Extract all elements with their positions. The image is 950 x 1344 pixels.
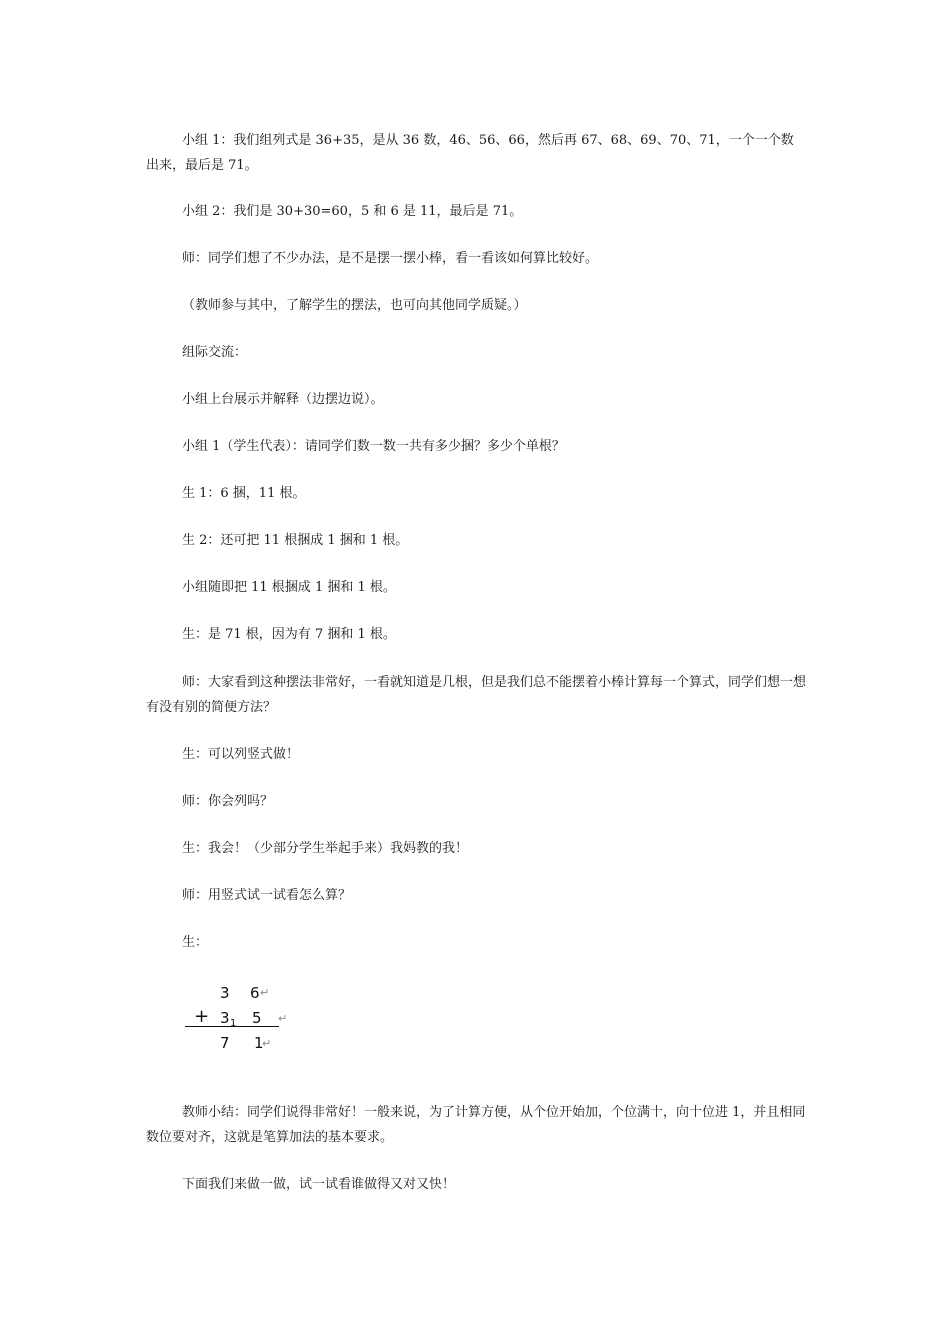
paragraph-teacher-question: 师：大家看到这种摆法非常好，一看就知道是几根，但是我们总不能摆着小棒计算每一个算式，同学们想一想有没有别的简便方法？ xyxy=(146,675,807,715)
row2-ones-digit: 5 xyxy=(252,1009,262,1027)
vertical-addition xyxy=(182,982,302,1057)
return-mark-icon: ↵ xyxy=(260,986,270,999)
paragraph-teacher-ask: 师：你会列吗？ xyxy=(182,794,274,809)
row1-ones-digit: 6 xyxy=(250,984,260,1002)
paragraph-group1-question: 小组 1（学生代表）：请同学们数一数一共有多少捆？多少个单根？ xyxy=(182,439,565,454)
paragraph-group-presentation: 小组上台展示并解释（边摆边说）。 xyxy=(182,392,384,407)
row2-tens-digit: 3 xyxy=(220,1009,230,1027)
paragraph-group2-method: 小组 2：我们是 30+30=60，5 和 6 是 11，最后是 71。 xyxy=(182,204,523,219)
paragraph-student-vertical: 生：可以列竖式做！ xyxy=(182,747,300,762)
return-mark-icon: ↵ xyxy=(278,1012,288,1025)
result-ones-digit: 1 xyxy=(254,1034,264,1052)
carry-digit: 1 xyxy=(230,1018,237,1029)
paragraph-student1-answer: 生 1：6 捆，11 根。 xyxy=(182,486,306,501)
return-mark-icon: ↵ xyxy=(262,1037,272,1050)
paragraph-student2-answer: 生 2：还可把 11 根捆成 1 捆和 1 根。 xyxy=(182,533,409,548)
paragraph-student-label: 生： xyxy=(182,935,209,950)
paragraph-teacher-remark: 师：同学们想了不少办法，是不是摆一摆小棒，看一看该如何算比较好。 xyxy=(182,251,599,266)
paragraph-teacher-summary: 教师小结：同学们说得非常好！一般来说，为了计算方便，从个位开始加，个位满十，向十位进 1，并且相同数位要对齐，这就是笔算加法的基本要求。 xyxy=(146,1105,806,1145)
paragraph-student-result: 生：是 71 根，因为有 7 捆和 1 根。 xyxy=(182,627,396,642)
paragraph-teacher-try: 师：用竖式试一试看怎么算？ xyxy=(182,888,352,903)
paragraph-group1-method: 小组 1：我们组列式是 36+35，是从 36 数，46、56、66，然后再 67、68、69、70、71，一个一个数出来，最后是 71。 xyxy=(146,133,794,173)
row1-tens-digit: 3 xyxy=(220,984,230,1002)
paragraph-practice-intro: 下面我们来做一做，试一试看谁做得又对又快！ xyxy=(182,1177,456,1192)
sum-line xyxy=(185,1026,279,1027)
result-tens-digit: 7 xyxy=(220,1034,230,1052)
paragraph-group-bundle: 小组随即把 11 根捆成 1 捆和 1 根。 xyxy=(182,580,396,595)
paragraph-teacher-note: （教师参与其中，了解学生的摆法，也可向其他同学质疑。） xyxy=(182,298,527,313)
plus-sign: + xyxy=(194,1006,210,1027)
paragraph-group-exchange: 组际交流： xyxy=(182,345,248,360)
paragraph-student-reply: 生：我会！（少部分学生举起手来）我妈教的我！ xyxy=(182,841,469,856)
